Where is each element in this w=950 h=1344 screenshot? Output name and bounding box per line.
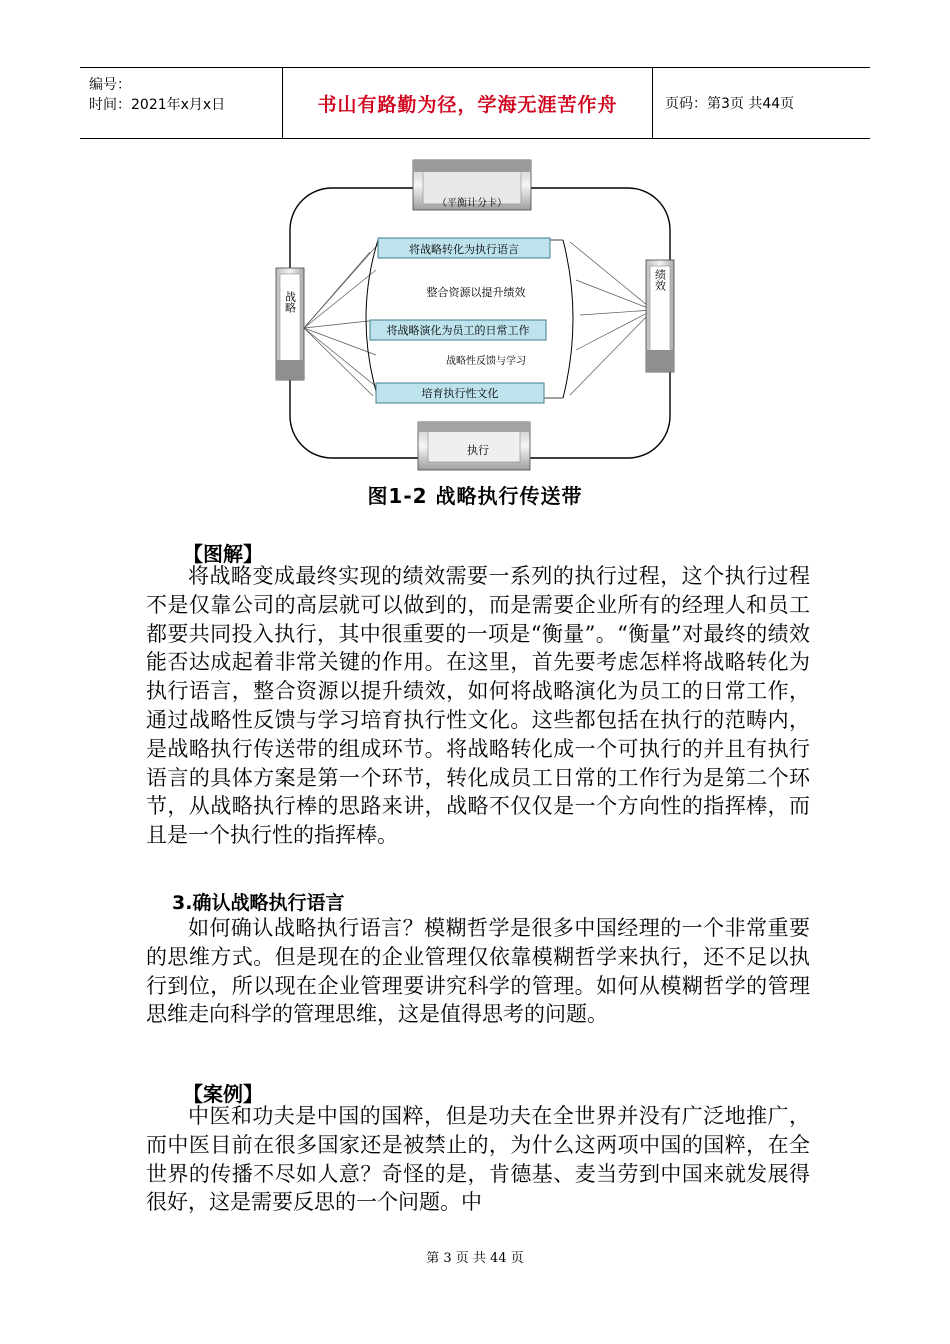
header-page-cell [653, 68, 870, 138]
header-page-label: 页码：第3页 共44页 [665, 96, 795, 112]
execution-box-label: 执行 [467, 444, 489, 457]
case-heading: 【案例】 [183, 1082, 263, 1106]
execution-box [418, 422, 530, 470]
cylinder-back [563, 240, 573, 398]
performance-box-label: 绩效 [653, 269, 667, 291]
band-label-4: 战略性反馈与学习 [446, 356, 526, 367]
page-footer: 第 3 页 共 44 页 [426, 1251, 524, 1266]
case-paragraph: 中医和功夫是中国的国粹，但是功夫在全世界并没有广泛地推广，而中医目前在很多国家还是被禁止的，为什么这两项中国的国粹，在全世界的传播不尽如人意？奇怪的是，肯德基、麦当劳到中国来就发展得很好，这是需要反思的一个问题。中 [146, 1104, 810, 1215]
explain-paragraph: 将战略变成最终实现的绩效需要一系列的执行过程，这个执行过程不是仅靠公司的高层就可以做到的，而是需要企业所有的经理人和员工都要共同投入执行，其中很重要的一项是“衡量”。“衡量”对最终的绩效能否达成起着非常关键的作用。在这里，首先要考虑怎样将战略转化为执行语言，整合资源以提升绩效，如何将战略演化为员工的日常工作，通过战略性反馈与学习培育执行性文化。这些都包括在执行的范畴内，是战略执行传送带的组成环节。将战略转化成一个可执行的并且有执行语言的具体方案是第一个环节，转化成员工日常的工作行为是第二个环节，从战略执行棒的思路来讲，战略不仅仅是一个方向性的指挥棒，而且是一个执行性的指挥棒。 [146, 564, 810, 848]
performance-box [646, 260, 674, 372]
band-label-1: 将战略转化为执行语言 [409, 243, 519, 256]
band-label-2: 整合资源以提升绩效 [426, 286, 526, 299]
page-header [80, 67, 870, 139]
number-label: 编号： [89, 77, 131, 93]
section-3-paragraph: 如何确认战略执行语言？模糊哲学是很多中国经理的一个非常重要的思维方式。但是现在的企业管理仅依靠模糊哲学来执行，还不足以执行到位，所以现在企业管理要讲究科学的管理。如何从模糊哲学的管理思维走向科学的管理思维，这是值得思考的问题。 [146, 916, 810, 1027]
right-fan-lines [570, 242, 653, 395]
section-3-heading: 3.确认战略执行语言 [172, 892, 345, 914]
balanced-scorecard-box [413, 160, 531, 210]
strategy-box [276, 268, 304, 380]
band-label-5: 培育执行性文化 [421, 387, 499, 400]
strategy-conveyor-diagram [258, 150, 698, 480]
header-motto-cell [283, 68, 653, 138]
balanced-scorecard-label: （平衡计分卡） [437, 198, 507, 209]
band-label-3: 将战略演化为员工的日常工作 [386, 324, 530, 337]
header-motto: 书山有路勤为径，学海无涯苦作舟 [317, 94, 618, 116]
figure-caption: 图1-2 战略执行传送带 [367, 484, 583, 508]
date-label: 时间：2021年x月x日 [89, 97, 226, 113]
header-meta-cell [80, 68, 283, 138]
cylinder-front [366, 240, 378, 398]
left-fan-lines [304, 242, 380, 396]
explain-heading: 【图解】 [183, 542, 263, 566]
strategy-box-label: 战略 [283, 291, 297, 313]
